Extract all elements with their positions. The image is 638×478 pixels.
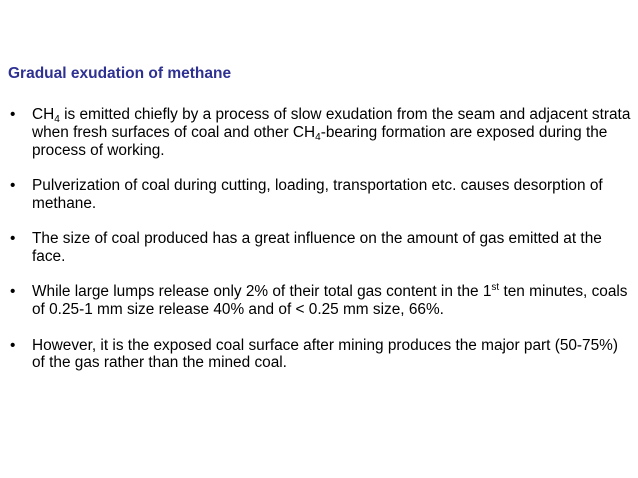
bullet-marker: • <box>10 106 16 123</box>
superscript: st <box>491 282 500 294</box>
bullet-item <box>10 230 634 266</box>
bullet-text-part: -bearing formation are exposed during the process of working. <box>32 123 608 159</box>
bullet-item <box>10 283 634 319</box>
bullet-text: Pulverization of coal during cutting, loading, transportation etc. causes desorption of methane. <box>32 176 603 212</box>
bullet-item <box>10 177 634 213</box>
bullet-list <box>10 106 634 390</box>
slide-title: Gradual exudation of methane <box>8 65 232 82</box>
bullet-marker: • <box>10 230 16 248</box>
bullet-text: However, it is the exposed coal surface after mining produces the major part (50-75%) of the gas rather than the mined coal. <box>32 336 618 372</box>
subscript: 4 <box>54 114 60 125</box>
bullet-text-part: While large lumps release only 2% of their total gas content in the 1 <box>32 283 492 301</box>
bullet-text: The size of coal produced has a great influence on the amount of gas emitted at the face. <box>32 230 602 265</box>
bullet-text-part: ten minutes, coals of 0.25-1 mm size release 40% and of < 0.25 mm size, 66%. <box>32 283 628 319</box>
bullet-marker: • <box>10 283 16 301</box>
bullet-item <box>10 337 634 373</box>
subscript: 4 <box>315 131 321 143</box>
bullet-text-part: CH <box>32 106 55 123</box>
bullet-marker: • <box>10 336 16 354</box>
bullet-marker: • <box>10 176 16 194</box>
bullet-text-part: is emitted chiefly by a process of slow exudation from the seam and adjacent strata when fresh surfaces of coal and other CH <box>32 106 631 141</box>
bullet-item <box>10 106 634 159</box>
